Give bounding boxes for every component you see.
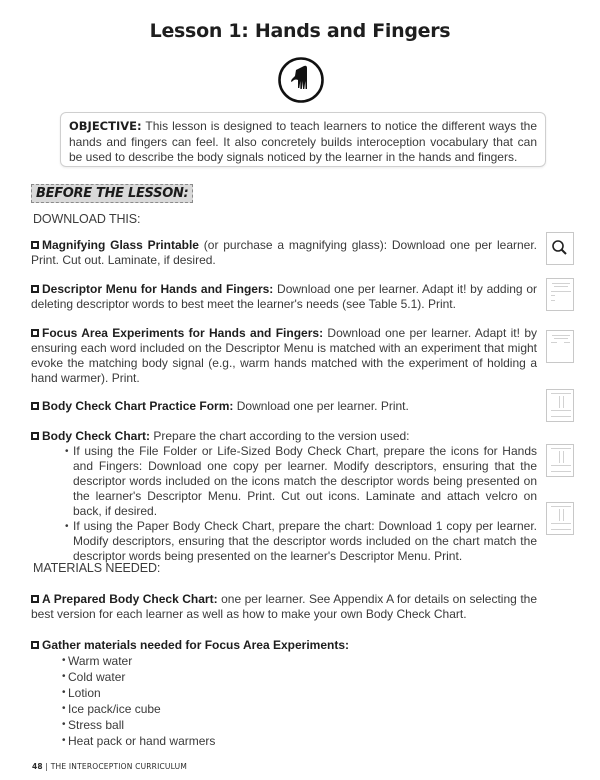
download-item-descriptor-menu <box>31 282 537 312</box>
material-warm-water: • Warm water <box>62 653 537 669</box>
item-text: Download one per learner. Adapt it! by adding or deleting descriptor words to best meet the learner's needs (see Table 5.1). Print. <box>31 282 537 311</box>
objective-label: OBJECTIVE: <box>69 119 142 133</box>
paper-chart-thumbnail <box>546 502 574 535</box>
download-item-practice-form <box>31 399 537 414</box>
download-item-body-check-chart <box>31 429 537 564</box>
checkbox[interactable] <box>31 285 39 293</box>
download-item-focus-area-experiments <box>31 326 537 386</box>
materials-item-focus-area <box>31 638 537 749</box>
objective-box <box>60 112 546 167</box>
page-footer <box>32 762 187 771</box>
material-ice-pack: • Ice pack/ice cube <box>62 701 537 717</box>
checkbox[interactable] <box>31 595 39 603</box>
checkbox[interactable] <box>31 402 39 410</box>
material-heat-pack: • Heat pack or hand warmers <box>62 733 537 749</box>
material-lotion: • Lotion <box>62 685 537 701</box>
magnifying-glass-icon <box>547 233 573 264</box>
material-cold-water: • Cold water <box>62 669 537 685</box>
body-check-chart-options <box>31 444 537 564</box>
objective-text: This lesson is designed to teach learners to notice the different ways the hands and fingers can feel. It also concretely builds interoception vocabulary that can be used to describe the body signals noticed by the learner in the hands and fingers. <box>69 119 537 164</box>
item-text: Download one per learner. Print. <box>233 399 409 413</box>
download-item-magnifying-glass <box>31 238 537 268</box>
page-number: 48 <box>32 762 43 771</box>
magnifying-glass-thumbnail <box>546 232 574 265</box>
item-lead: Body Check Chart: <box>42 429 151 443</box>
checkbox[interactable] <box>31 432 39 440</box>
materials-item-body-check-chart <box>31 592 537 622</box>
material-stress-ball: • Stress ball <box>62 717 537 733</box>
practice-form-thumbnail <box>546 389 574 422</box>
footer-separator: | <box>42 762 51 771</box>
item-lead: Focus Area Experiments for Hands and Fingers: <box>42 326 324 340</box>
bullet-file-folder-version: • If using the File Folder or Life-Sized Body Check Chart, prepare the icons for Hands and Fingers: Download one copy per learner. Modify descriptors, ensuring that the descriptor words included on the icons match the descriptor words being presented on the learner's Descriptor Menu. Print. Cut out icons. Laminate and attach velcro on back, if desired. <box>65 444 537 519</box>
descriptor-menu-thumbnail <box>546 278 574 311</box>
focus-area-experiments-thumbnail <box>546 330 574 363</box>
item-lead: Gather materials needed for Focus Area Experiments: <box>42 638 349 652</box>
materials-list <box>31 653 537 749</box>
item-lead: Body Check Chart Practice Form: <box>42 399 234 413</box>
download-heading: DOWNLOAD THIS: <box>33 212 141 226</box>
checkbox[interactable] <box>31 641 39 649</box>
bullet-paper-version: • If using the Paper Body Check Chart, prepare the chart: Download 1 copy per learner. Modify descriptors, ensuring that the descriptor words included on the chart match the descriptor words being presented on the learner's Descriptor Menu. Print. <box>65 519 537 564</box>
item-text: Download one per learner. Adapt it! by ensuring each word included on the Descriptor Menu is matched with an experiment that might evoke the matching body signal (e.g., warm hands matched with the experiment of holding a hand warmer). Print. <box>31 326 537 385</box>
file-folder-chart-thumbnail <box>546 444 574 477</box>
item-lead: A Prepared Body Check Chart: <box>42 592 218 606</box>
page-title: Lesson 1: Hands and Fingers <box>149 20 451 42</box>
checkbox[interactable] <box>31 329 39 337</box>
item-text: Prepare the chart according to the version used: <box>150 429 410 443</box>
book-title: THE INTEROCEPTION CURRICULUM <box>50 762 187 771</box>
before-the-lesson-banner: BEFORE THE LESSON: <box>31 184 193 203</box>
item-lead: Magnifying Glass Printable <box>42 238 199 252</box>
materials-heading: MATERIALS NEEDED: <box>33 561 161 575</box>
hand-in-circle-icon <box>276 55 326 105</box>
item-text: one per learner. See Appendix A for details on selecting the best version for each learner as well as how to make your own Body Check Chart. <box>31 592 537 621</box>
checkbox[interactable] <box>31 241 39 249</box>
item-text: (or purchase a magnifying glass): Download one per learner. Print. Cut out. Laminate, if desired. <box>31 238 538 267</box>
item-lead: Descriptor Menu for Hands and Fingers: <box>42 282 274 296</box>
